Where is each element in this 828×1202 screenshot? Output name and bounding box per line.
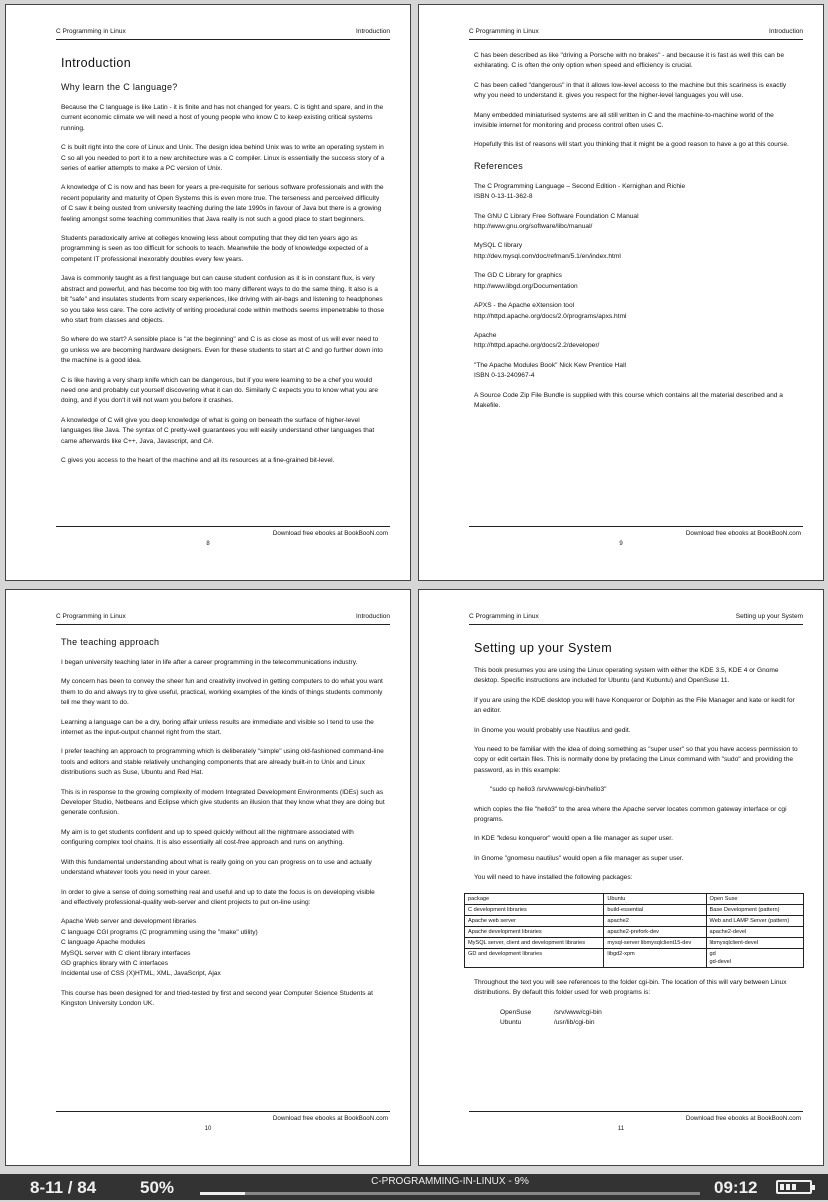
paragraph: which copies the file "hello3" to the area where the Apache server locates common gateway interface or cgi programs. [474,805,787,824]
paragraph: C is built right into the core of Linux and Unix. The design idea behind Unix was to write an operating system in C so all you needed to port it to a new architecture was a C compiler. Linux is essentially the success story of a series of earlier attempts to make a PC version of Unix. [61,144,385,173]
reference-detail: ISBN 0-13-11-362-8 [474,193,533,201]
page-9 [418,4,824,581]
distribution-name: Ubuntu [500,1018,522,1026]
footer-link[interactable]: Download free ebooks at BookBooN.com [272,530,388,537]
reference-title: Apache [474,331,497,339]
table-cell: Apache development libraries [465,926,604,937]
paragraph: This book presumes you are using the Linux operating system with either the KDE 3.5, KDE 4 or Gnome desktop. Specific instructions are included for Ubuntu (and Kubuntu) and OpenSuse 11. [474,667,779,685]
paragraph: This is in response to the growing complexity of modern Integrated Development Environments (IDEs) such as Developer Studio, Netbeans and Eclipse which give students an illusion that they know what they are doing but generate confusion. [61,788,385,817]
table-row [465,915,804,926]
footer-link[interactable]: Download free ebooks at BookBooN.com [685,1115,801,1122]
paragraph: Students paradoxically arrive at colleges knowing less about computing that they did ten years ago as programming is seen as too difficult for schools to teach. Meanwhile the body of knowledge expected of a competent IT professional inexorably doubles every few years. [61,235,369,263]
table-cell: build-essential [604,904,706,915]
table-cell: Apache web server [465,915,604,926]
footer-rule [469,1111,803,1112]
page-content [474,51,799,420]
page-number: 10 [204,1126,212,1132]
paragraph: In Gnome you would probably use Nautilus and gedit. [474,726,631,734]
page-content [468,634,799,1028]
paragraph: C has been described as like "driving a Porsche with no brakes" - and because it is fast as well this can be exhilarating. C is often the only option when speed and efficiency is crucial. [474,52,784,70]
table-cell: C development libraries [465,904,604,915]
header-book-title: C Programming in Linux [469,28,539,35]
reference-item [474,301,799,322]
page-8 [5,4,411,581]
page-number: 11 [617,1126,625,1132]
footer-link[interactable]: Download free ebooks at BookBooN.com [685,530,801,537]
reader-status-bar [0,1174,828,1200]
footer-link[interactable]: Download free ebooks at BookBooN.com [272,1115,388,1122]
paragraph: This course has been designed for and tried-tested by first and second year Computer Science Students at Kingston University London UK. [61,989,373,1008]
list-item: MySQL server with C client library interfaces [61,949,191,957]
path-value: /usr/lib/cgi-bin [553,1018,595,1026]
header-book-title: C Programming in Linux [469,613,539,620]
footer-rule [469,526,803,527]
list-item: C language Apache modules [61,939,146,947]
paragraph: C is like having a very sharp knife which can be dangerous, but if you were learning to be a chef you would need one and probably cut yourself discovering what it can do. Similarly C expects you to know what you are doing, and if you don't it will not warn you before it crashes. [61,376,379,405]
chapter-title: Setting up your System [474,641,613,655]
table-cell: Base Development (pattern) [706,904,803,915]
page-content [61,49,386,475]
paragraph: Because the C language is like Latin - it is finite and has not changed for years. C is tight and spare, and in the current economic climate we will need a host of young people who know C to keep existing critical systems running. [61,104,384,132]
paragraph: With this fundamental understanding about what is really going on you can progress on to use and actually understand whatever tools you need in your career. [61,858,372,877]
running-head [469,612,803,625]
reference-item [474,212,799,233]
battery-cell [792,1184,796,1190]
reference-title: "The Apache Modules Book" Nick Kew Prentice Hall [474,361,627,369]
table-cell: libmysqlclient-devel [706,937,803,948]
footer-rule [56,526,390,527]
reference-item [474,182,799,203]
paragraph: Many embedded miniaturised systems are all still written in C and the machine-to-machine world of the invisible internet for monitoring and process control often uses C. [474,111,774,130]
list-item: C language CGI programs (C programming using the "make" utility) [61,928,258,936]
table-cell: libgd2-xpm [604,948,706,967]
packages-table [464,893,804,968]
references-heading: References [474,160,524,171]
table-cell: mysql-server libmysqlclient15-dev [604,937,706,948]
table-cell: MySQL server, client and development libraries [465,937,604,948]
chapter-title: Introduction [61,56,132,70]
running-head [56,27,390,40]
paragraph: My aim is to get students confident and up to speed quickly without all the nightmare associated with configuring complex tool chains. It is also essentially all cost-free approach and runs on anything. [61,828,354,847]
column-header: Open Suse [706,893,803,904]
table-cell: gd gd-devel [706,948,803,967]
battery-icon [776,1180,812,1194]
list-item: Apache Web server and development libraries [61,918,197,926]
section-heading: Why learn the C language? [61,82,178,92]
table-cell: apache2-devel [706,926,803,937]
table-header-row [465,893,804,904]
cgi-bin-paths [500,1008,799,1029]
column-header: Ubuntu [604,893,706,904]
reference-title: MySQL C library [474,242,523,250]
page-range-indicator[interactable]: 8-11 / 84 [30,1178,97,1197]
command-example: "sudo cp hello3 /srv/www/cgi-bin/hello3" [490,786,607,794]
table-row [465,926,804,937]
reference-url[interactable]: http://www.libgd.org/Documentation [474,282,578,290]
header-chapter: Setting up your System [735,613,803,620]
running-head [469,27,803,40]
path-row [500,1008,799,1018]
list-item: Incidental use of CSS (X)HTML, XML, JavaScript, Ajax [61,970,221,978]
reference-note: A Source Code Zip File Bundle is supplied with this course which contains all the material described and a Makefile. [474,391,783,409]
paragraph: You need to be familiar with the idea of doing something as "super user" so that you have access permission to copy or edit certain files. This is normally done by prefacing the Linux command with "sudo" and providing the password, as in this example: [474,746,798,774]
reference-item [474,271,799,292]
battery-cells [780,1184,808,1190]
paragraph: C has been called "dangerous" in that it allows low-level access to the machine but this scariness is exactly why you need to understand it. gives you respect for the higher-level languages you will use. [474,81,787,100]
paragraph: So where do we start? A sensible place is "at the beginning" and C is as close as most of us will ever need to go unless we are becoming hardware designers. Even for these students to start at C and go further down into the machine is a good idea. [61,336,383,365]
reading-progress-bar[interactable] [200,1192,700,1195]
page-11 [418,589,824,1166]
header-chapter: Introduction [769,28,803,35]
reference-title: The GNU C Library Free Software Foundation C Manual [474,212,639,220]
page-number: 8 [206,541,210,547]
paragraph: My concern has been to convey the sheer fun and creativity involved in getting computers to do what you want them to do and always try to give useful, practical, working examples of the kinds of things students commonly tell me they want to do. [61,678,383,707]
battery-cell [786,1184,790,1190]
reference-title: The C Programming Language – Second Edition - Kernighan and Richie [474,182,686,190]
paragraph: If you are using the KDE desktop you will have Konqueror or Dolphin as the File Manager and kate or kedit for an editor. [474,696,795,715]
paragraph: C gives you access to the heart of the machine and all its resources at a fine-grained bit-level. [61,456,335,464]
reference-url[interactable]: http://dev.mysql.com/doc/refman/5.1/en/index.html [474,252,621,260]
paragraph: Learning a language can be a dry, boring affair unless results are immediate and visible so I tend to use the internet as the input-output channel right from the start. [61,718,374,737]
reading-progress-fill [200,1192,245,1195]
header-book-title: C Programming in Linux [56,28,126,35]
zoom-level[interactable]: 50% [140,1178,175,1197]
page-number: 9 [619,541,623,547]
clock: 09:12 [714,1178,758,1197]
paragraph: You will need to have installed the following packages: [474,874,633,882]
paragraph: Throughout the text you will see references to the folder cgi-bin. The location of this will vary between Linux distributions. By default this folder used for web programs is: [474,978,787,997]
table-row [465,904,804,915]
reference-detail: ISBN 0-13-240967-4 [474,372,535,380]
table-row [465,937,804,948]
paragraph: Java is commonly taught as a first language but can cause student confusion as it is in constant flux, is very abstract and powerful, and has become too big with too many different ways to do the same thing. It also is a bit "safe" and insulates students from scary experiences, like driving with air-bags and listening to headphones so you take less care. The core activity of writing procedural code within methods seems impenetrable to those who start from classes and objects. [61,275,385,324]
page-10 [5,589,411,1166]
path-row [500,1018,799,1028]
footer-rule [56,1111,390,1112]
paragraph: A knowledge of C is now and has been for years a pre-requisite for serious software professionals and with the recent popularity and maturity of Open Systems this is even more true. The terseness and perceived difficulty of C saw it being ousted from university teaching during the late 1990s in favour of Java but there is a growing feeling amongst some teaching communities that Java really is not such a good place to start beginners. [61,184,384,223]
header-book-title: C Programming in Linux [56,613,126,620]
reference-url[interactable]: http://httpd.apache.org/docs/2.2/developer/ [474,342,600,350]
reference-url[interactable]: http://www.gnu.org/software/libc/manual/ [474,223,593,231]
running-head [56,612,390,625]
reference-item [474,391,799,412]
battery-cell [780,1184,784,1190]
table-row [465,948,804,967]
distribution-name: OpenSuse [500,1008,532,1016]
reference-url[interactable]: http://httpd.apache.org/docs/2.0/programs/apxs.html [474,312,627,320]
paragraph: In KDE "kdesu konqueror" would open a file manager as super user. [474,835,673,843]
paragraph: A knowledge of C will give you deep knowledge of what is going on beneath the surface of higher-level languages like Java. The syntax of C pretty-well guarantees you will easily understand other languages that came afterwards like C++, Java, Javascript, and C#. [61,416,375,445]
reference-item [474,361,799,382]
paragraph: Hopefully this list of reasons will start you thinking that it might be a good reason to have a go at this course. [474,141,789,149]
technology-list [61,917,386,979]
book-title-progress: C-PROGRAMMING-IN-LINUX - 9% [371,1176,529,1187]
reference-item [474,331,799,352]
reference-item [474,241,799,262]
table-cell: apache2-prefork-dev [604,926,706,937]
table-cell: GD and development libraries [465,948,604,967]
header-chapter: Introduction [356,613,390,620]
list-item: GD graphics library with C interfaces [61,959,169,967]
path-value: /srv/www/cgi-bin [553,1008,602,1016]
reference-title: The GD C Library for graphics [474,272,562,280]
paragraph: In Gnome "gnomesu nautilus" would open a file manager as super user. [474,854,684,862]
header-chapter: Introduction [356,28,390,35]
column-header: package [465,893,604,904]
paragraph: In order to give a sense of doing something real and useful and up to date the focus is on developing visible and effectively professional-quality web-server and client projects to put on-line using: [61,888,375,906]
page-content [61,634,386,1019]
section-heading: The teaching approach [61,637,160,647]
table-cell: apache2 [604,915,706,926]
paragraph: I prefer teaching an approach to programming which is deliberately "simple" using old-fashioned command-line tools and editors and stable relatively unchanging components that are already built-in to Unix and Linux distributions such as Suse, Ubuntu and Red Hat. [61,748,384,777]
table-cell: Web and LAMP Server (pattern) [706,915,803,926]
paragraph: I began university teaching later in life after a career programming in the telecommunications industry. [61,659,358,666]
reference-title: APXS - the Apache eXtension tool [474,302,575,310]
